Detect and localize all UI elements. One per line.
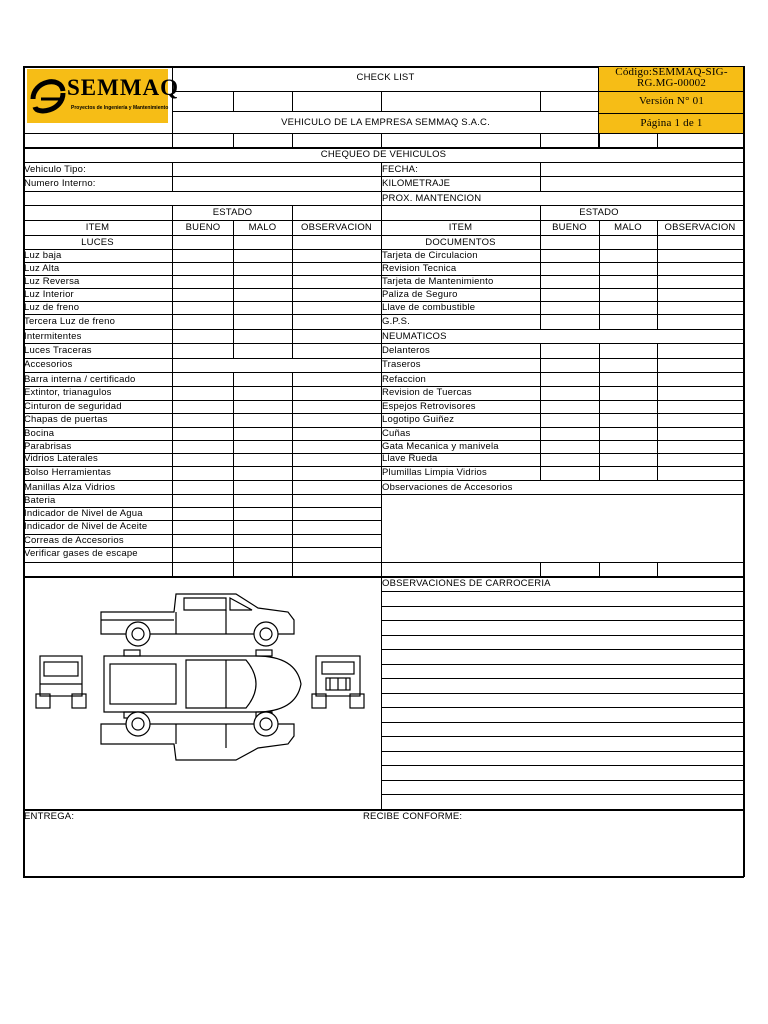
estado-right-header: ESTADO — [579, 207, 619, 218]
luces-item: Luz Reversa — [24, 276, 80, 287]
accesorio-item: Indicador de Nivel de Agua — [24, 508, 143, 519]
accesorio-item: Barra interna / certificado — [24, 374, 136, 385]
bueno-left-header: BUENO — [185, 222, 221, 233]
neumaticos-group-label: NEUMATICOS — [382, 331, 447, 342]
accesorio-item: Extintor, trianagulos — [24, 387, 112, 398]
bueno-right-header: BUENO — [552, 222, 587, 233]
malo-left-header: MALO — [248, 222, 277, 233]
luces-item: Luz Alta — [24, 263, 60, 274]
accesorios-group-label: Accesorios — [24, 359, 73, 370]
luces-item: Luz baja — [24, 250, 62, 261]
prox-mantencion-label: PROX. MANTENCION — [382, 193, 482, 204]
item-left-header: ITEM — [85, 222, 110, 233]
company-tagline: Proyectos de Ingeniería y Mantenimiento — [71, 105, 169, 111]
documento-item: G.P.S. — [382, 316, 410, 327]
luces-item: Luces Traceras — [24, 345, 92, 356]
neumatico-item: Plumillas Limpia Vidrios — [382, 467, 487, 478]
accesorio-item: Bocina — [24, 428, 55, 439]
accesorio-item: Parabrisas — [24, 441, 72, 452]
document-code-text: Código:SEMMAQ-SIG-RG.MG-00002 — [615, 66, 728, 89]
accesorio-item: Chapas de puertas — [24, 414, 108, 425]
accesorio-item: Bolso Herramientas — [24, 467, 112, 478]
neumatico-item: Delanteros — [382, 345, 430, 356]
documento-item: Tarjeta de Circulacion — [382, 250, 478, 261]
neumatico-item: Traseros — [382, 359, 421, 370]
document-code — [600, 67, 743, 89]
neumatico-item: Espejos Retrovisores — [382, 401, 476, 412]
luces-item: Tercera Luz de freno — [24, 316, 116, 327]
accesorio-item: Correas de Accesorios — [24, 535, 124, 546]
company-name: SEMMAQ — [67, 75, 180, 100]
neumatico-item: Refaccion — [382, 374, 427, 385]
accesorio-item: Manillas Alza Vidrios — [24, 482, 116, 493]
accesorio-item: Vidrios Laterales — [24, 453, 98, 464]
estado-left-header: ESTADO — [212, 207, 253, 218]
accesorio-item: Cinturon de seguridad — [24, 401, 122, 412]
item-right-header: ITEM — [448, 222, 473, 233]
documento-item: Revision Tecnica — [382, 263, 457, 274]
documento-item: Tarjeta de Mantenimiento — [382, 276, 494, 287]
document-version: Versión N° 01 — [638, 95, 705, 107]
documento-item: Llave de combustible — [382, 302, 476, 313]
neumatico-item: Logotipo Guiñez — [382, 414, 455, 425]
luces-item: Luz Interior — [24, 289, 74, 300]
kilometraje-label: KILOMETRAJE — [382, 178, 451, 189]
fecha-label: FECHA: — [382, 164, 419, 175]
entrega-label: ENTREGA: — [24, 811, 75, 822]
vehicle-diagram — [26, 584, 376, 764]
numero-interno-label: Numero Interno: — [24, 178, 96, 189]
form-subtitle: VEHICULO DE LA EMPRESA SEMMAQ S.A.C. — [281, 117, 490, 128]
neumatico-item: Llave Rueda — [382, 453, 438, 464]
neumatico-item: Cuñas — [382, 428, 411, 439]
documento-item: Paliza de Seguro — [382, 289, 458, 300]
pickup-truck-views-icon — [26, 584, 376, 764]
document-page: Página 1 de 1 — [640, 117, 703, 129]
luces-item: Luz de freno — [24, 302, 80, 313]
vehiculo-tipo-label: Vehiculo Tipo: — [24, 164, 86, 175]
documentos-group-label: DOCUMENTOS — [425, 237, 496, 248]
observacion-left-header: OBSERVACION — [300, 222, 372, 233]
accesorio-item: Verificar gases de escape — [24, 548, 138, 559]
observaciones-accesorios-label: Observaciones de Accesorios — [382, 482, 513, 493]
accesorio-item: Indicador de Nivel de Aceite — [24, 521, 148, 532]
neumatico-item: Revision de Tuercas — [382, 387, 472, 398]
observacion-right-header: OBSERVACION — [664, 222, 736, 233]
luces-group-label: LUCES — [81, 237, 114, 248]
form-title: CHECK LIST — [356, 72, 415, 83]
accesorio-item: Bateria — [24, 495, 56, 506]
neumatico-item: Gata Mecanica y manivela — [382, 441, 499, 452]
recibe-conforme-label: RECIBE CONFORME: — [363, 811, 463, 822]
carroceria-title: OBSERVACIONES DE CARROCERIA — [382, 578, 551, 589]
section-title: CHEQUEO DE VEHICULOS — [320, 149, 447, 160]
company-logo — [27, 69, 180, 123]
luces-item: Intermitentes — [24, 331, 82, 342]
malo-right-header: MALO — [614, 222, 642, 233]
